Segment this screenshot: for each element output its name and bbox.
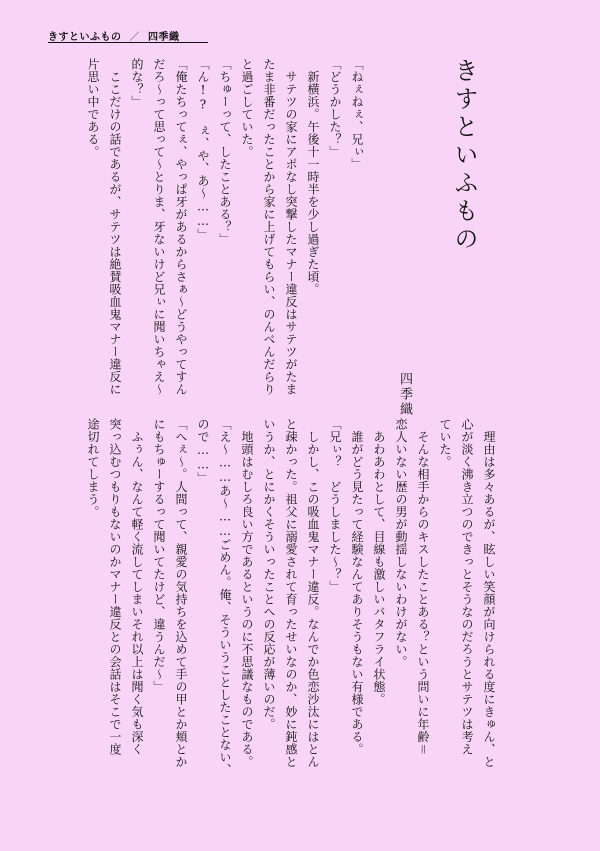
text-line: だろ〜って思って〜とりま、牙ないけど兄ぃに聞いちゃえ〜	[152, 58, 166, 396]
text-line: ここだけの話であるが、サテツは絶賛吸血鬼マナー違反に	[108, 58, 122, 396]
text-line: 的な？」	[130, 58, 144, 108]
text-line: 「へぇ〜。人間って、親愛の気持ちを込めて手の甲とか頬とか	[174, 418, 188, 768]
text-line: 「ねぇねぇ、兄ぃ」	[350, 58, 364, 171]
text-line: 恋人いない歴の男が動揺しないわけがない。	[394, 418, 408, 668]
text-line: 誰がどう見たって経験なんてありそうもない有様である。	[350, 418, 364, 756]
text-line: 「兄ぃ？ どうしました〜？」	[328, 418, 342, 593]
text-line: 途切れてしまう。	[86, 418, 100, 518]
text-line: と疎かった。祖父に溺愛されて育ったせいなのか、妙に鈍感と	[284, 418, 298, 768]
story-title: きすといふもの	[450, 58, 478, 254]
text-line: 突っ込むつもりもないのかマナー違反との会話はそこで一度	[108, 418, 122, 756]
text-line: ていた。	[438, 418, 452, 468]
text-line: ので……」	[196, 418, 210, 485]
text-line: いうか、とにかくそういったことへの反応が薄いのだ。	[262, 418, 276, 731]
header-work-title: きすといふもの	[48, 32, 122, 43]
text-line: そんな相手からのキスしたことある？という問いに年齢＝	[416, 418, 430, 756]
text-line: 地頭はむしろ良い方であるというのに不思議なものである。	[240, 418, 254, 768]
header-rule	[48, 42, 208, 43]
text-line: と過ごしていた。	[240, 58, 254, 158]
running-header	[48, 28, 180, 43]
text-line: 片思い中である。	[86, 58, 100, 158]
header-author: 四季織	[148, 32, 180, 43]
text-line: 理由は多々あるが、眩しい笑顔が向けられる度にきゅん、と	[482, 418, 496, 768]
header-separator: ／	[129, 32, 140, 43]
text-line: にもちゅーするって聞いてたけど、違うんだ〜」	[152, 418, 166, 693]
text-line: たま非番だったことから家に上げてもらい、のんべんだらり	[262, 58, 276, 396]
text-line: 「ちゅーって、したことある？」	[218, 58, 232, 246]
text-line: 「俺たちってぇ、やっぱ牙があるからさぁ〜どうやってすん	[174, 58, 188, 396]
text-line: あわあわとして、目線も激しいバタフライ状態。	[372, 418, 386, 706]
text-line: 心が淡く沸き立つのできっとそうなのだろうとサテツは考え	[460, 418, 474, 756]
text-line: ふぅん、なんて軽く流してしまいそれ以上は聞く気も深く	[130, 418, 144, 756]
text-line: しかし、この吸血鬼マナー違反。なんでか色恋沙汰にはとん	[306, 418, 320, 768]
text-line: 「え〜……あ〜……ごめん。俺、そういうことしたことない、	[218, 418, 232, 776]
text-line: 新横浜。午後十一時半を少し過ぎた頃。	[306, 58, 320, 296]
body-text-lower	[82, 418, 500, 798]
story-author: 四季織	[397, 372, 412, 417]
text-line: サテツの家にアポなし突撃したマナー違反はサテツがたま	[284, 58, 298, 396]
body-text-upper	[82, 58, 368, 396]
text-line: 「どうかした？」	[328, 58, 342, 158]
text-line: 「ん!? ぇ、や、あ〜……」	[196, 58, 210, 241]
